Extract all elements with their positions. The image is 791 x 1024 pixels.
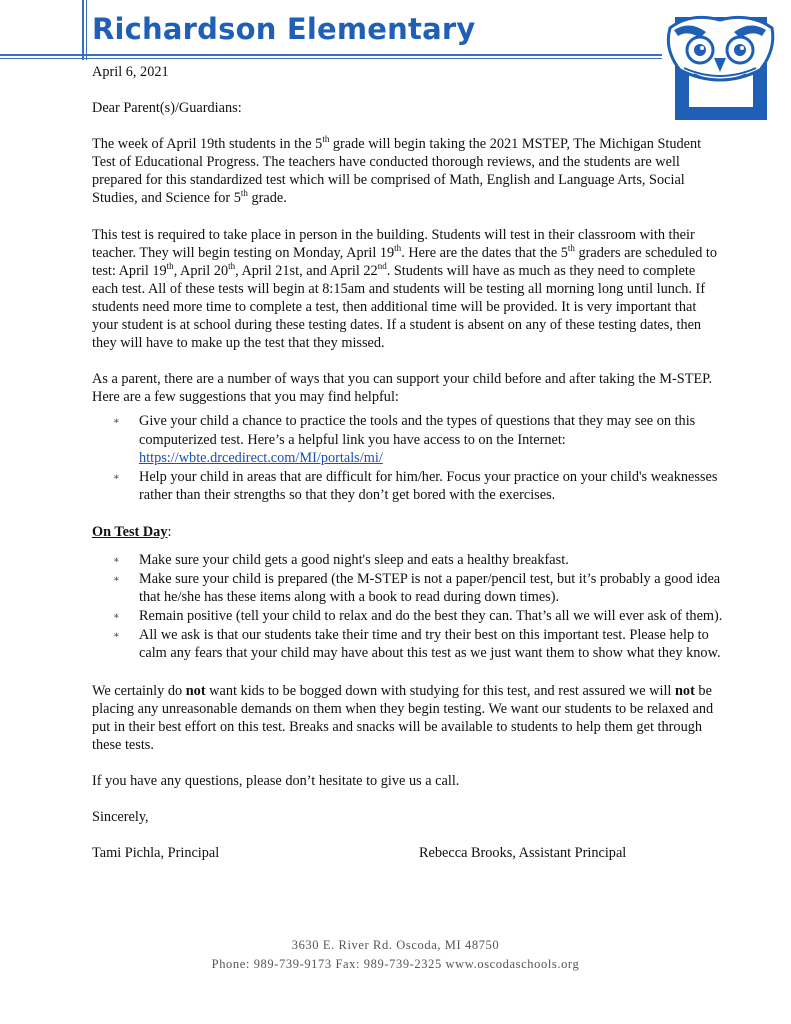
list-item: ∗ Help your child in areas that are difficult for him/her. Focus your practice on your child's weaknesses rather than their strengths so that they don’t get bored with the exercises. <box>113 468 718 503</box>
list-item: ∗ Give your child a chance to practice the tools and the types of questions that they may see on this computerized test. Here’s a helpful link you have access to on the Internet: https://wbte.drcedirect.com/MI/portals/mi/ <box>113 413 696 466</box>
list-item: ∗ Make sure your child gets a good night's sleep and eats a healthy breakfast. <box>92 551 724 569</box>
bullet-star-icon: ∗ <box>113 574 120 586</box>
header-divider-inner <box>0 58 662 59</box>
paragraph-intro: The week of April 19th students in the 5th grade will begin taking the 2021 MSTEP, The Michigan Student Test of Educational Progress. The teachers have conducted thorough reviews, and the students are well prepared for this standardized test which will be comprised of Math, English and Language Arts, Social Studies, and Science for 5th grade. <box>92 134 702 207</box>
bullet-star-icon: ∗ <box>113 416 120 428</box>
bullet-star-icon: ∗ <box>113 471 120 483</box>
test-day-heading: On Test Day: <box>92 523 172 540</box>
signature-row <box>92 844 724 862</box>
footer-contact: Phone: 989-739-9173 Fax: 989-739-2325 www.oscodaschools.org <box>211 957 580 971</box>
header-divider <box>0 54 662 56</box>
paragraph-questions: If you have any questions, please don’t hesitate to give us a call. <box>92 772 460 789</box>
paragraph-support: As a parent, there are a number of ways that you can support your child before and after taking the M-STEP. Here are a few suggestions that you may find helpful: <box>92 371 713 406</box>
bullet-star-icon: ∗ <box>113 554 120 566</box>
list-item: ∗ Remain positive (tell your child to relax and do the best they can. That’s all we will ever ask of them). <box>92 607 724 625</box>
letter-date: April 6, 2021 <box>92 64 169 80</box>
left-border-line-inner <box>86 0 87 60</box>
school-name: Richardson Elementary <box>92 12 476 46</box>
letter-body <box>92 63 724 862</box>
paragraph-schedule: This test is required to take place in person in the building. Students will test in their classroom with their teacher. They will begin testing on Monday, April 19th. Here are the dates that the 5th graders are scheduled to test: April 19th, April 20th, April 21st, and April 22nd. Students will have as much as they need to complete each test. All of these tests will begin at 8:15am and students will be testing all morning long until lunch. If students need more time to complete a test, then additional time will be provided. It is very important that your student is at school during these testing dates. If a student is absent on any of these testing dates, then they will have to make up the test that they missed. <box>92 226 718 352</box>
principal-name: Tami Pichla, Principal <box>92 845 220 862</box>
test-day-list <box>92 551 724 663</box>
list-item: ∗ Make sure your child is prepared (the M-STEP is not a paper/pencil test, but it’s probably a good idea that he/she has these items along with a book to read during down times). <box>113 571 721 606</box>
suggestions-list <box>92 412 724 503</box>
assistant-principal-name: Rebecca Brooks, Assistant Principal <box>419 845 627 862</box>
salutation: Dear Parent(s)/Guardians: <box>92 100 242 117</box>
practice-link[interactable]: https://wbte.drcedirect.com/MI/portals/mi/ <box>139 449 383 466</box>
left-border-line <box>82 0 84 60</box>
bullet-star-icon: ∗ <box>113 630 120 642</box>
closing: Sincerely, <box>92 809 149 825</box>
list-item: ∗ All we ask is that our students take their time and try their best on this important test. Please help to calm any fears that your child may have about this test as we just want them to show what they know. <box>113 627 721 662</box>
bullet-star-icon: ∗ <box>113 611 120 623</box>
footer-address: 3630 E. River Rd. Oscoda, MI 48750 <box>291 938 500 952</box>
paragraph-reassurance: We certainly do not want kids to be bogged down with studying for this test, and rest assured we will not be placing any unreasonable demands on them when they begin testing. We want our students to be relaxed and put in their best effort on this test. Breaks and snacks will be available to students to help them get through these tests. <box>92 682 714 753</box>
